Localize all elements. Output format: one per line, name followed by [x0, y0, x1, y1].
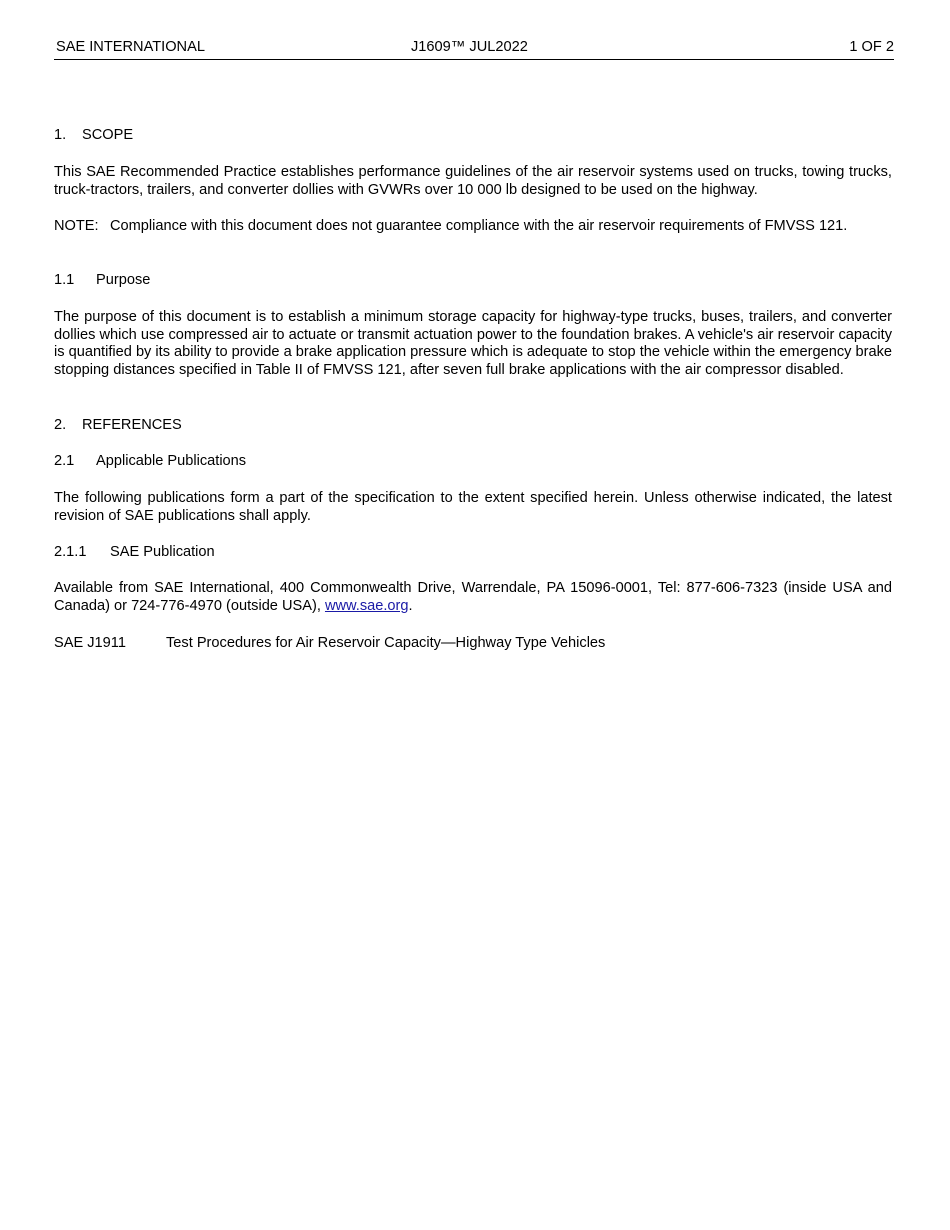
section-number: 2.	[54, 417, 67, 433]
section-heading-references	[54, 417, 892, 435]
section-heading-scope	[54, 127, 892, 145]
sae-publication-paragraph	[54, 580, 892, 615]
scope-paragraph: This SAE Recommended Practice establishes performance guidelines of the air reservoir systems used on trucks, towing trucks, truck-tractors, trailers, and converter dollies with GVWRs over 10 000 lb designed to be used on the highway.	[54, 164, 892, 198]
header-page-number: 1 OF 2	[849, 39, 894, 55]
section-heading-purpose	[54, 272, 892, 290]
section-heading-applicable-publications	[54, 453, 892, 471]
header-document-id: J1609™ JUL2022	[411, 39, 528, 55]
section-title: REFERENCES	[82, 417, 182, 433]
section-title: SCOPE	[82, 127, 134, 143]
note-label: NOTE:	[54, 218, 99, 234]
section-title: Purpose	[96, 272, 151, 288]
sae-address-period: .	[408, 597, 413, 614]
section-heading-sae-publication	[54, 544, 892, 562]
section-number: 2.1.1	[54, 544, 87, 560]
page-header	[54, 39, 894, 60]
applicable-publications-paragraph: The following publications form a part of the specification to the extent specified herein. Unless otherwise indicated, the latest revision of SAE publications shall apply.	[54, 490, 892, 524]
reference-title: Test Procedures for Air Reservoir Capacity—Highway Type Vehicles	[166, 635, 606, 651]
section-number: 1.	[54, 127, 67, 143]
section-number: 2.1	[54, 453, 75, 469]
section-title: Applicable Publications	[96, 453, 247, 469]
sae-address-text: Available from SAE International, 400 Commonwealth Drive, Warrendale, PA 15096-0001, Tel: 877-606-7323 (inside USA and Canada) or 724-776-4970 (outside USA),	[54, 580, 892, 614]
note-text: Compliance with this document does not guarantee compliance with the air reservoir requirements of FMVSS 121.	[110, 218, 848, 234]
purpose-paragraph: The purpose of this document is to establish a minimum storage capacity for highway-type trucks, buses, trailers, and converter dollies which use compressed air to actuate or transmit actuation power to the foundation brakes. A vehicle's air reservoir capacity is quantified by its ability to provide a brake application pressure which is adequate to stop the vehicle within the emergency brake stopping distances specified in Table II of FMVSS 121, after seven full brake applications with the air compressor disabled.	[54, 309, 892, 378]
note-block	[54, 218, 892, 236]
header-organization: SAE INTERNATIONAL	[56, 39, 205, 55]
sae-website-link[interactable]: www.sae.org	[324, 597, 409, 614]
section-title: SAE Publication	[110, 544, 215, 560]
section-number: 1.1	[54, 272, 75, 288]
reference-id: SAE J1911	[54, 635, 126, 651]
